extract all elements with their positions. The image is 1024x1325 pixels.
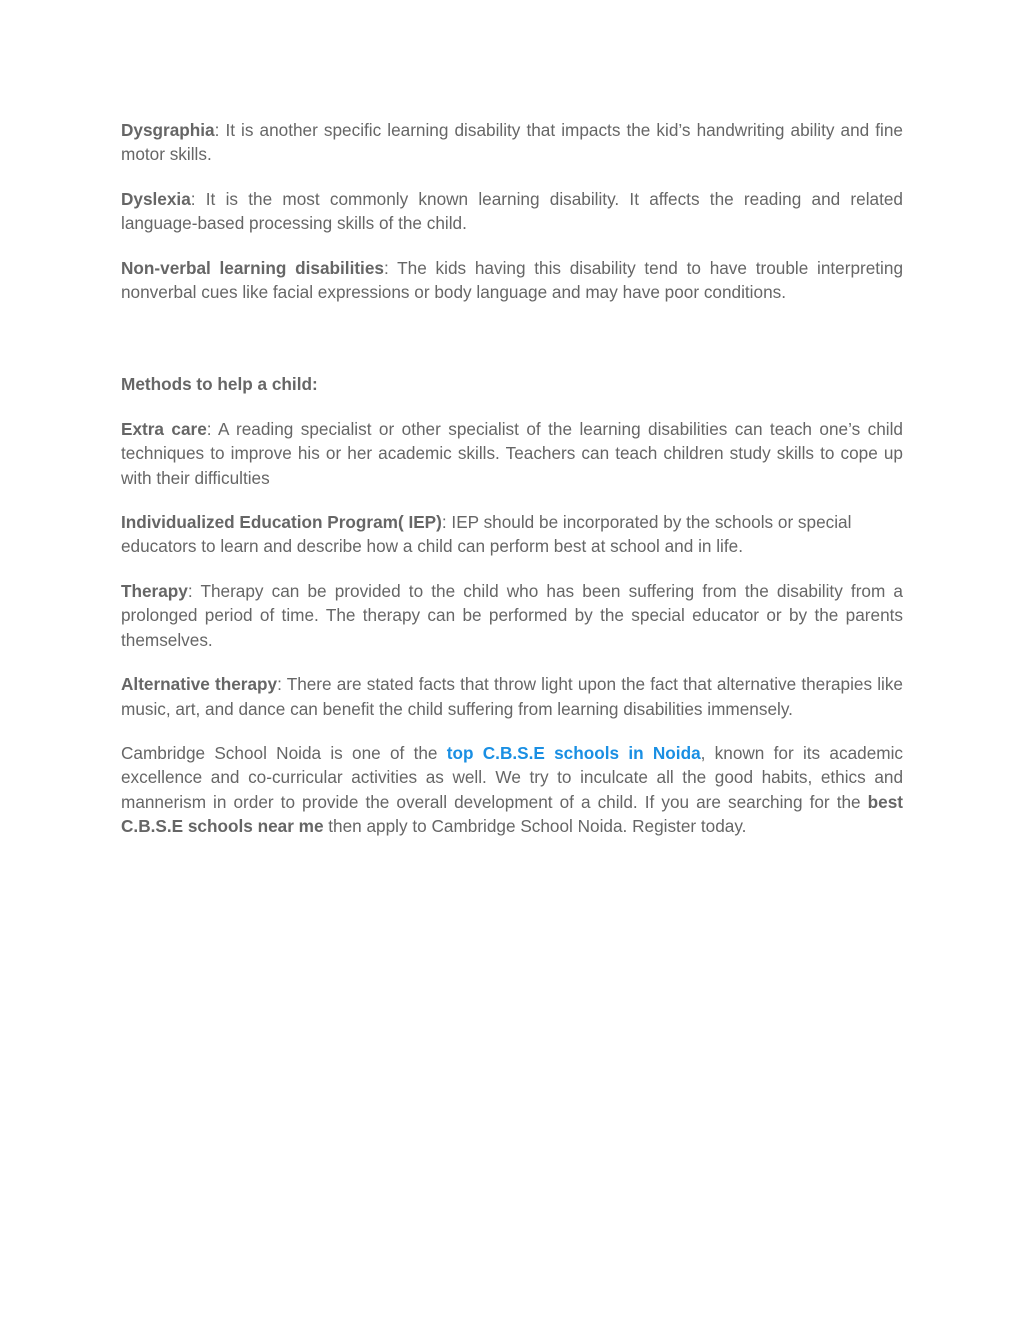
term-iep: Individualized Education Program( IEP) xyxy=(121,512,442,533)
methods-heading-text: Methods to help a child: xyxy=(121,374,318,395)
term-nonverbal: Non-verbal learning disabilities xyxy=(121,257,384,278)
methods-heading xyxy=(121,372,903,396)
closing-bold-text: best C.B.S.E schools near me xyxy=(121,791,903,837)
section-spacer xyxy=(121,324,903,372)
paragraph-dysgraphia xyxy=(121,118,903,167)
text-dysgraphia: : It is another specific learning disability that impacts the kid’s handwriting ability and fine motor skills. xyxy=(121,120,903,165)
closing-middle: , known for its academic excellence and co-curricular activities as well. We try to inculcate all the good habits, ethics and mannerism in order to provide the overall development of a child. If you are searching for the xyxy=(121,742,903,812)
text-extra-care: : A reading specialist or other specialist of the learning disabilities can teach one’s child techniques to improve his or her academic skills. Teachers can teach children study skills to cope up with their difficulties xyxy=(121,418,903,488)
paragraph-therapy xyxy=(121,579,903,652)
text-dyslexia: : It is the most commonly known learning disability. It affects the reading and related language-based processing skills of the child. xyxy=(121,188,903,234)
paragraph-extra-care xyxy=(121,417,903,490)
term-therapy: Therapy xyxy=(121,580,188,601)
closing-end: then apply to Cambridge School Noida. Register today. xyxy=(323,816,747,837)
text-iep: : IEP should be incorporated by the schools or special educators to learn and describe how a child can perform best at school and in life. xyxy=(121,512,852,557)
top-cbse-schools-link[interactable]: top C.B.S.E schools in Noida xyxy=(446,742,701,763)
paragraph-dyslexia xyxy=(121,187,903,236)
term-extra-care: Extra care xyxy=(121,418,207,439)
paragraph-closing xyxy=(121,741,903,839)
text-nonverbal: : The kids having this disability tend to have trouble interpreting nonverbal cues like facial expressions or body language and may have poor conditions. xyxy=(121,257,903,303)
term-dyslexia: Dyslexia xyxy=(121,188,191,209)
closing-intro: Cambridge School Noida is one of the xyxy=(121,742,447,763)
term-dysgraphia: Dysgraphia xyxy=(121,120,215,140)
paragraph-alternative-therapy xyxy=(121,672,903,721)
text-alternative-therapy: : There are stated facts that throw light upon the fact that alternative therapies like music, art, and dance can benefit the child suffering from learning disabilities immensely. xyxy=(121,674,903,719)
paragraph-nonverbal xyxy=(121,256,903,305)
paragraph-iep xyxy=(121,510,903,559)
document-body xyxy=(121,118,903,859)
term-alternative-therapy: Alternative therapy xyxy=(121,674,278,695)
text-therapy: : Therapy can be provided to the child who has been suffering from the disability from a prolonged period of time. The therapy can be performed by the special educator or by the parents themselves. xyxy=(121,580,903,650)
